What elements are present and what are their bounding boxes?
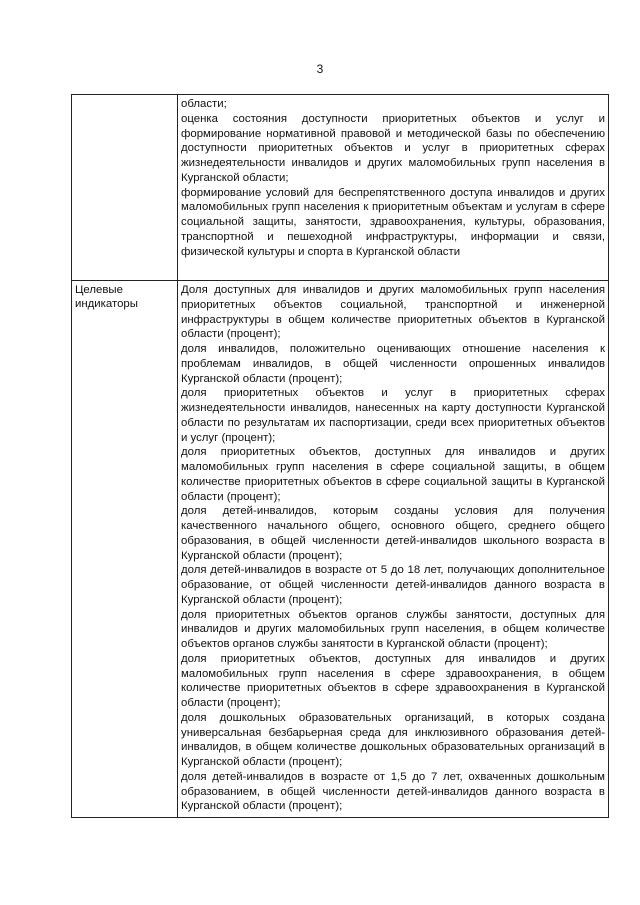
content-paragraph: области; <box>181 98 227 110</box>
page-number: 3 <box>316 62 324 76</box>
indicator-paragraph: доля приоритетных объектов органов службы занятости, доступных для инвалидов и других маломобильных групп населения, в общем количестве объектов органов службы занятости в Курганской области (процент); <box>181 608 605 650</box>
row-label-cell: Целевые индикаторы <box>72 281 178 818</box>
content-paragraph: оценка состояния доступности приоритетных объектов и услуг и формирование нормативной правовой и методической базы по обеспечению доступности приоритетных объектов и услуг в приоритетных сферах жизнедеятельности инвалидов и других маломобильных групп населения в Курганской области; <box>181 112 605 184</box>
table-row <box>72 281 609 818</box>
indicator-paragraph: доля детей-инвалидов в возрасте от 5 до 18 лет, получающих дополнительное образование, от общей численности детей-инвалидов данного возраста в Курганской области (процент); <box>181 564 605 606</box>
program-passport-table <box>71 94 609 818</box>
indicator-paragraph: доля приоритетных объектов и услуг в приоритетных сферах жизнедеятельности инвалидов, нанесенных на карту доступности Курганской области по результатам их паспортизации, среди всех приоритетных объектов и услуг (процент); <box>181 387 605 444</box>
row-content-cell <box>178 281 609 818</box>
indicator-paragraph: Доля доступных для инвалидов и других маломобильных групп населения приоритетных объектов социальной, транспортной и инженерной инфраструктуры в общем количестве приоритетных объектов в Курганской области (процент); <box>181 284 605 341</box>
indicator-paragraph: доля приоритетных объектов, доступных для инвалидов и других маломобильных групп населения в сфере здравоохранения, в общем количестве приоритетных объектов в сфере здравоохранения в Курганской области (процент); <box>181 652 605 709</box>
row-content-cell <box>178 95 609 281</box>
indicator-paragraph: доля детей-инвалидов, которым созданы условия для получения качественного начального общего, основного общего, среднего общего образования, в общей численности детей-инвалидов школьного возраста в Курганской области (процент); <box>181 505 605 562</box>
indicator-paragraph: доля приоритетных объектов, доступных для инвалидов и других маломобильных групп населения в сфере социальной защиты, в общем количестве приоритетных объектов в сфере социальной защиты в Курганской области (процент); <box>181 446 605 503</box>
table-row <box>72 95 609 281</box>
indicator-paragraph: доля инвалидов, положительно оценивающих отношение населения к проблемам инвалидов, в общей численности опрошенных инвалидов Курганской области (процент); <box>181 343 605 385</box>
row-label-cell <box>72 95 178 281</box>
content-paragraph: формирование условий для беспрепятственного доступа инвалидов и других маломобильных групп населения к приоритетным объектам и услугам в сфере социальной защиты, занятости, здравоохранения, культуры, образования, транспортной и пешеходной инфраструктуры, информации и связи, физической культуры и спорта в Курганской области <box>181 186 605 258</box>
indicator-paragraph: доля детей-инвалидов в возрасте от 1,5 до 7 лет, охваченных дошкольным образованием, в общей численности детей-инвалидов данного возраста в Курганской области (процент); <box>181 770 605 813</box>
indicator-paragraph: доля дошкольных образовательных организаций, в которых создана универсальная безбарьерная среда для инклюзивного образования детей-инвалидов, в общем количестве дошкольных образовательных организаций в Курганской области (процент); <box>181 711 605 768</box>
